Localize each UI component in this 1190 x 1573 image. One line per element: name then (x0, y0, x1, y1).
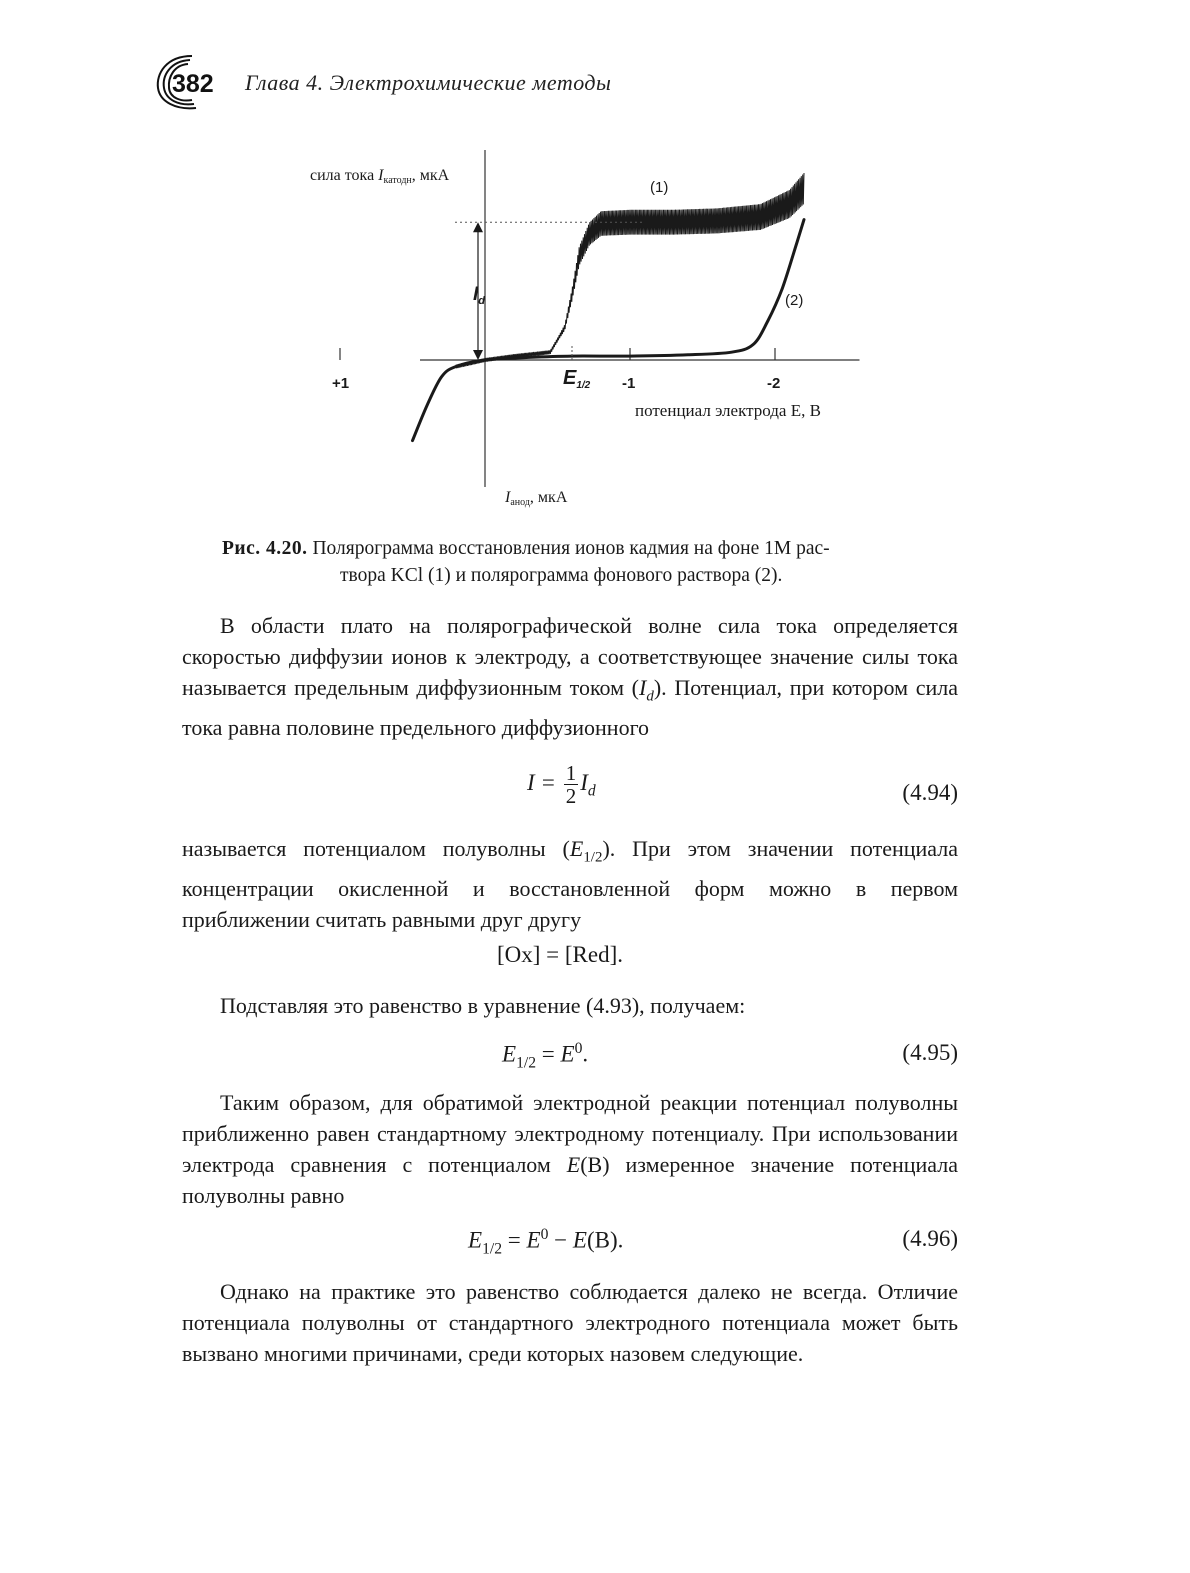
page-header (150, 50, 1050, 120)
x-tick-label: +1 (332, 375, 350, 392)
caption-line2: твора KCl (1) и полярограмма фонового раствора (2). (340, 565, 783, 586)
x-tick-label: -2 (767, 375, 781, 392)
id-arrow-head-top (473, 222, 483, 232)
x-axis-label: потенциал электрода E, В (635, 401, 821, 420)
paragraph-2: называется потенциалом полуволны $(E_{1/2})$. При этом значении потенциала концентрации окисленной и восстановленной форм можно в первом приближении считать равными друг другу (182, 836, 959, 933)
paragraph-3: Подставляя это равенство в уравнение (4.93), получаем: (220, 993, 746, 1018)
equation-4-96 (182, 1226, 958, 1276)
equation-4-95 (182, 1040, 958, 1090)
y-axis-label-anodic: Iанод, мкА (505, 489, 568, 508)
equation-number-4-94: (4.94) (902, 780, 958, 805)
curve1-label: (1) (650, 179, 669, 196)
figure-caption (222, 535, 967, 589)
equation-ox-red: [Ox] = [Red]. (497, 942, 624, 967)
page-number: 382 (172, 70, 214, 98)
polarogram-figure (270, 150, 890, 520)
equation-number-4-96: (4.96) (902, 1226, 958, 1251)
caption-label: Рис. 4.20. (222, 538, 308, 559)
equation-4-94-body: I = $\frac{1}{2}$ $I_d$ (527, 761, 596, 808)
equation-number-4-95: (4.95) (902, 1040, 958, 1065)
equation-4-94 (182, 762, 958, 812)
e-half-label: $E_{1/2}$ (563, 367, 591, 391)
y-axis-label-cathodic: сила тока Iкатодн, мкА (310, 167, 450, 186)
polarogram-chart (270, 150, 890, 520)
equation-4-95-body: $E_{1/2} = E^0$. (502, 1040, 589, 1072)
curve2-label: (2) (785, 292, 804, 309)
equation-4-96-body: $E_{1/2} = E^0 - E(В)$. (468, 1226, 624, 1258)
paragraph-5: Однако на практике это равенство соблюдается далеко не всегда. Отличие потенциала полуволны от стандартного электродного потенциала может быть вызвано многими причинами, среди которых назовем следующие. (182, 1279, 958, 1366)
id-label: $I_d$ (473, 284, 486, 307)
running-title: Глава 4. Электрохимические методы (245, 70, 612, 95)
series-1-line (456, 173, 804, 368)
caption-line1: Полярограмма восстановления ионов кадмия на фоне 1М рас- (307, 538, 830, 559)
id-arrow-head-bottom (473, 350, 483, 360)
x-tick-label: -1 (622, 375, 636, 392)
paragraph-4: Таким образом, для обратимой электродной реакции потенциал полуволны приближенно равен стандартному электродному потенциалу. При использовании электрода сравнения с потенциалом E(В) измеренное значение потенциала полуволны равно (182, 1090, 958, 1208)
paragraph-1: В области плато на полярографической волне сила тока определяется скоростью диффузии ионов к электроду, а соответствующее значение силы тока называется предельным диффузионным током $(I_d)$. Потенциал, при котором сила тока равна половине предельного диффузионного (182, 613, 958, 741)
